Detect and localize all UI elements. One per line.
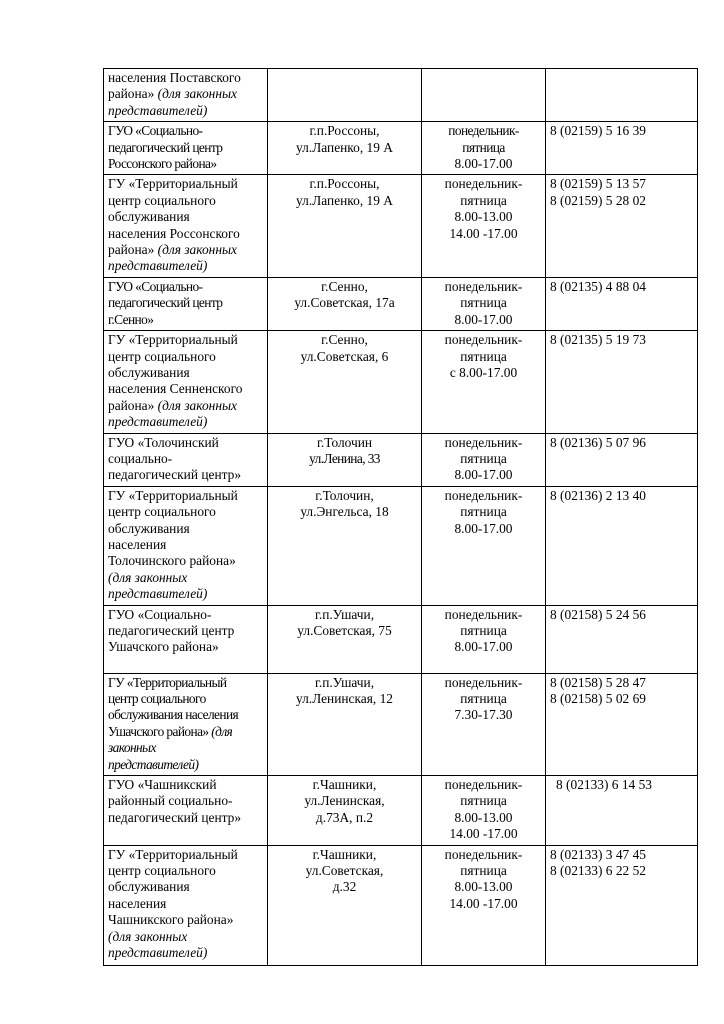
hours-cell: [422, 486, 546, 605]
hours-line: с 8.00-17.00: [449, 364, 518, 380]
org-line: обслуживания: [108, 879, 190, 895]
hours-line: 8.00-17.00: [454, 639, 513, 655]
org-line: обслуживания населения: [108, 707, 239, 723]
table-row: [104, 776, 698, 846]
org-note: (для законных: [108, 569, 188, 585]
address-line: ул.Советская, 17а: [294, 295, 395, 311]
table-row: [104, 175, 698, 277]
hours-cell: [422, 845, 546, 965]
org-line: педагогический центр: [108, 295, 223, 311]
table-row: [104, 331, 698, 433]
org-note: (для законных: [157, 242, 237, 258]
phone-cell: [546, 69, 698, 122]
org-note: представителей): [108, 586, 208, 602]
address-cell: [268, 122, 422, 175]
org-note: представителей): [108, 102, 208, 118]
org-line: обслуживания: [108, 520, 190, 536]
org-line: района»: [108, 86, 155, 102]
hours-line: понедельник-: [444, 606, 523, 622]
table-row: [104, 605, 698, 673]
table-row: [104, 433, 698, 486]
table-row: [104, 69, 698, 122]
address-line: г.п.Ушачи,: [314, 606, 375, 622]
org-line: ГУ «Территориальный: [108, 487, 238, 503]
org-line: ГУО «Социально-: [108, 278, 203, 294]
org-line: центр социального: [108, 192, 216, 208]
hours-cell: [422, 277, 546, 330]
phone-number: 8 (02136) 5 07 96: [550, 434, 646, 450]
phone-number: 8 (02158) 5 24 56: [550, 606, 646, 622]
address-cell: [268, 486, 422, 605]
address-line: г.Сенно,: [321, 278, 368, 294]
hours-line: пятница: [460, 691, 507, 706]
organization-cell: [104, 69, 268, 122]
org-line: ГУО «Чашникский: [108, 777, 217, 793]
hours-line: 8.00-17.00: [454, 156, 513, 172]
hours-cell: [422, 175, 546, 277]
address-line: г.Толочин: [316, 434, 373, 450]
hours-line: понедельник-: [444, 434, 523, 450]
phone-cell: [546, 175, 698, 277]
org-note: представителей): [108, 258, 208, 274]
address-line: г.Сенно,: [321, 332, 368, 348]
org-line: центр социального: [108, 863, 216, 879]
address-cell: [268, 331, 422, 433]
hours-line: пятница: [462, 139, 505, 155]
hours-cell: [422, 433, 546, 486]
org-line: населения: [108, 895, 167, 911]
address-line: ул.Лапенко, 19 А: [296, 192, 393, 208]
org-note: законных: [108, 740, 156, 756]
address-line: ул.Советская, 75: [297, 623, 392, 638]
table-row: [104, 122, 698, 175]
hours-line: пятница: [460, 623, 507, 638]
org-line: центр социального: [108, 504, 216, 520]
hours-line: 8.00-13.00: [454, 879, 513, 895]
hours-line: понедельник-: [448, 123, 519, 139]
address-cell: [268, 69, 422, 122]
org-line: педагогический центр»: [108, 467, 242, 483]
org-line: Чашникского района»: [108, 912, 234, 928]
hours-cell: [422, 605, 546, 673]
organizations-table: [103, 68, 698, 966]
org-note: представителей): [108, 756, 199, 772]
hours-line: 8.00-17.00: [454, 520, 513, 536]
org-line: центр социального: [108, 691, 206, 706]
hours-line: понедельник-: [444, 777, 523, 793]
hours-line: 14.00 -17.00: [449, 895, 518, 911]
org-line: ГУ «Территориальный: [108, 332, 238, 348]
phone-number: 8 (02159) 5 16 39: [550, 123, 646, 139]
table-row: [104, 486, 698, 605]
org-line: педагогический центр: [108, 139, 223, 155]
org-line: Толочинского района»: [108, 553, 236, 569]
hours-line: понедельник-: [444, 176, 523, 192]
phone-number: 8 (02136) 2 13 40: [550, 487, 646, 503]
phone-number: 8 (02133) 6 14 53: [556, 777, 652, 793]
org-line: педагогический центр: [108, 623, 235, 638]
org-line: ГУ «Территориальный: [108, 674, 227, 690]
address-line: г.Чашники,: [312, 777, 377, 793]
phone-number: 8 (02159) 5 28 02: [550, 192, 646, 208]
org-line: населения Сенненского: [108, 381, 243, 397]
org-line: педагогический центр»: [108, 809, 242, 825]
hours-line: понедельник-: [444, 846, 523, 862]
hours-line: пятница: [460, 192, 507, 208]
phone-number: 8 (02159) 5 13 57: [550, 176, 646, 192]
organization-cell: [104, 673, 268, 775]
hours-line: 8.00-13.00: [454, 209, 513, 225]
org-line: ГУО «Социально-: [108, 123, 203, 139]
table-row: [104, 845, 698, 965]
org-note: (для законных: [108, 928, 188, 944]
org-note: (для законных: [157, 397, 237, 413]
phone-number: 8 (02133) 6 22 52: [550, 863, 646, 879]
address-line: г.п.Россоны,: [309, 176, 380, 192]
table-row: [104, 673, 698, 775]
phone-number: 8 (02135) 4 88 04: [550, 278, 646, 294]
org-line: ГУО «Толочинский: [108, 434, 219, 450]
org-line: района»: [108, 242, 155, 258]
table-row: [104, 277, 698, 330]
org-note: (для: [211, 723, 233, 739]
hours-line: пятница: [460, 295, 507, 311]
address-cell: [268, 605, 422, 673]
organization-cell: [104, 605, 268, 673]
hours-cell: [422, 122, 546, 175]
hours-cell: [422, 331, 546, 433]
phone-number: 8 (02158) 5 28 47: [550, 674, 646, 690]
hours-line: понедельник-: [444, 332, 523, 348]
address-line: д.32: [332, 879, 357, 895]
org-line: центр социального: [108, 348, 216, 364]
hours-line: 7.30-17.30: [454, 707, 513, 723]
address-line: ул.Ленинская, 12: [295, 691, 393, 706]
org-line: населения Поставского: [108, 70, 241, 85]
address-line: ул.Ленинская,: [304, 793, 385, 809]
phone-cell: [546, 277, 698, 330]
organization-cell: [104, 433, 268, 486]
org-line: населения: [108, 536, 167, 552]
org-line: социально-: [108, 450, 173, 466]
hours-line: 8.00-17.00: [454, 467, 513, 483]
address-line: ул.Лапенко, 19 А: [296, 139, 393, 155]
phone-cell: [546, 433, 698, 486]
hours-line: 14.00 -17.00: [449, 225, 518, 241]
hours-line: понедельник-: [444, 278, 523, 294]
org-line: района»: [108, 397, 155, 413]
hours-line: пятница: [460, 450, 507, 466]
hours-cell: [422, 69, 546, 122]
org-line: Россонского района»: [108, 156, 217, 172]
organization-cell: [104, 845, 268, 965]
org-line: Ушачского района»: [108, 639, 219, 655]
org-line: ГУ «Территориальный: [108, 846, 238, 862]
hours-cell: [422, 776, 546, 846]
address-line: г.п.Ушачи,: [314, 674, 375, 690]
address-line: ул.Советская, 6: [300, 348, 389, 364]
org-note: (для законных: [157, 86, 237, 102]
org-line: ГУО «Социально-: [108, 606, 212, 622]
phone-cell: [546, 605, 698, 673]
address-cell: [268, 673, 422, 775]
hours-line: 8.00-17.00: [454, 311, 513, 327]
organization-cell: [104, 486, 268, 605]
organization-cell: [104, 122, 268, 175]
hours-line: пятница: [460, 863, 507, 879]
address-cell: [268, 277, 422, 330]
address-cell: [268, 433, 422, 486]
hours-line: пятница: [460, 504, 507, 520]
phone-cell: [546, 673, 698, 775]
org-note: представителей): [108, 945, 208, 961]
phone-cell: [546, 845, 698, 965]
address-line: г.Толочин,: [315, 487, 374, 503]
organization-cell: [104, 175, 268, 277]
address-cell: [268, 845, 422, 965]
phone-number: 8 (02133) 3 47 45: [550, 846, 646, 862]
org-line: населения Россонского: [108, 225, 240, 241]
address-line: ул.Советская,: [305, 863, 384, 879]
phone-cell: [546, 776, 698, 846]
org-line: обслуживания: [108, 209, 190, 225]
address-cell: [268, 776, 422, 846]
phone-number: 8 (02158) 5 02 69: [550, 691, 646, 706]
phone-cell: [546, 486, 698, 605]
org-line: Ушачского района»: [108, 723, 209, 739]
hours-line: понедельник-: [444, 674, 523, 690]
hours-line: понедельник-: [444, 487, 523, 503]
phone-number: 8 (02135) 5 19 73: [550, 332, 646, 348]
hours-line: 14.00 -17.00: [449, 826, 518, 842]
organization-cell: [104, 776, 268, 846]
address-line: г.Чашники,: [312, 846, 377, 862]
address-line: д.73А, п.2: [315, 809, 374, 825]
address-line: г.п.Россоны,: [309, 123, 380, 139]
org-line: ГУ «Территориальный: [108, 176, 238, 192]
address-line: ул.Энгельса, 18: [300, 504, 389, 520]
phone-cell: [546, 331, 698, 433]
organization-cell: [104, 331, 268, 433]
org-line: г.Сенно»: [108, 311, 154, 327]
address-line: ул.Ленина, 33: [309, 450, 380, 466]
address-cell: [268, 175, 422, 277]
phone-cell: [546, 122, 698, 175]
org-line: обслуживания: [108, 364, 190, 380]
hours-cell: [422, 673, 546, 775]
org-note: представителей): [108, 414, 208, 430]
hours-line: пятница: [460, 348, 507, 364]
hours-line: 8.00-13.00: [454, 809, 513, 825]
hours-line: пятница: [460, 793, 507, 809]
org-line: районный социально-: [108, 793, 233, 809]
organization-cell: [104, 277, 268, 330]
